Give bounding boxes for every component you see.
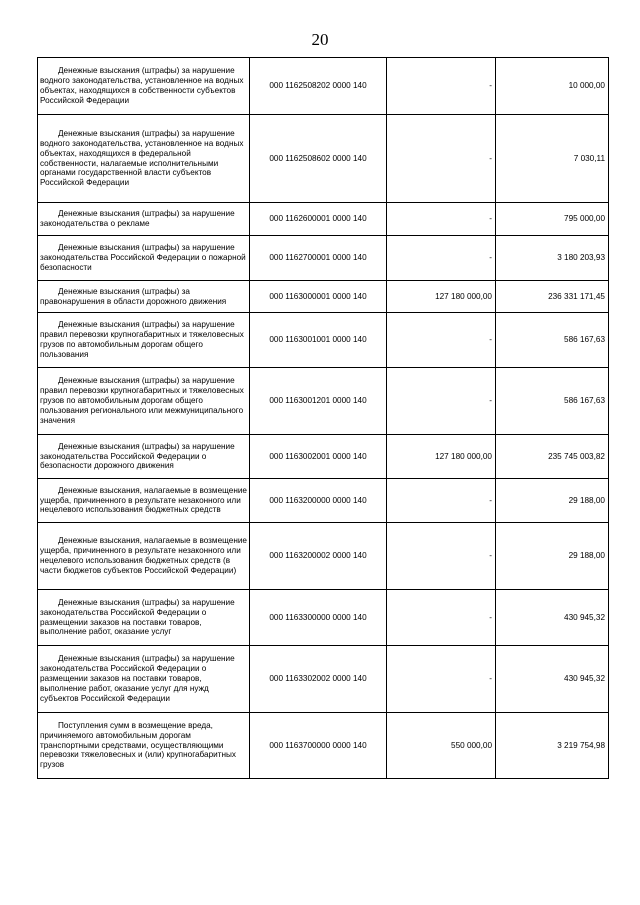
row-name: Денежные взыскания (штрафы) за нарушение правил перевозки крупногабаритных и тяжеловесных грузов по автомобильным дорогам общего пользования [40,320,244,359]
row-code: 000 1163002001 0000 140 [250,435,387,479]
row-code: 000 1163000001 0000 140 [250,281,387,313]
row-fact: 236 331 171,45 [496,281,609,313]
table-row [38,115,609,203]
table-row [38,281,609,313]
row-code: 000 1163001201 0000 140 [250,368,387,435]
table-row [38,713,609,779]
row-fact: 3 219 754,98 [496,713,609,779]
row-name: Денежные взыскания (штрафы) за нарушение законодательства Российской Федерации о пожарной безопасности [40,243,246,272]
row-plan: - [387,368,496,435]
row-plan: - [387,523,496,590]
row-name-cell [38,313,250,368]
row-fact: 430 945,32 [496,590,609,646]
row-fact: 430 945,32 [496,646,609,713]
row-plan: - [387,203,496,236]
table-row [38,368,609,435]
row-code: 000 1162508602 0000 140 [250,115,387,203]
table-row [38,435,609,479]
table-row [38,236,609,281]
row-code: 000 1163200000 0000 140 [250,479,387,523]
row-fact: 3 180 203,93 [496,236,609,281]
row-name-cell [38,713,250,779]
row-code: 000 1163200002 0000 140 [250,523,387,590]
row-name: Денежные взыскания, налагаемые в возмещение ущерба, причиненного в результате незаконного или нецелевого использования бюджетных средств [40,485,247,515]
row-name-cell [38,435,250,479]
row-plan: 550 000,00 [387,713,496,779]
row-name-cell [38,236,250,281]
row-code: 000 1162600001 0000 140 [250,203,387,236]
table-row [38,646,609,713]
row-name: Денежные взыскания (штрафы) за нарушение правил перевозки крупногабаритных и тяжеловесных грузов по автомобильным дорогам общего пользования регионального или межмуниципального значения [40,376,244,425]
row-code: 000 1163001001 0000 140 [250,313,387,368]
row-name: Денежные взыскания (штрафы) за нарушение законодательства о рекламе [40,209,235,228]
row-name-cell [38,281,250,313]
row-plan: - [387,115,496,203]
row-name-cell [38,479,250,523]
row-plan: 127 180 000,00 [387,281,496,313]
row-name: Денежные взыскания, налагаемые в возмещение ущерба, причиненного в результате незаконного или нецелевого использования бюджетных средств (в части бюджетов субъектов Российской Федерации) [40,536,247,575]
table-row [38,590,609,646]
row-plan: - [387,236,496,281]
row-name: Денежные взыскания (штрафы) за нарушение законодательства Российской Федерации о безопасности дорожного движения [40,441,235,471]
table-row [38,58,609,115]
table-body [38,58,609,779]
row-fact: 586 167,63 [496,368,609,435]
row-name: Денежные взыскания (штрафы) за нарушение водного законодательства, установленное на водных объектах, находящихся в собственности субъектов Российской Федерации [40,66,244,105]
row-code: 000 1163300000 0000 140 [250,590,387,646]
row-code: 000 1162700001 0000 140 [250,236,387,281]
row-code: 000 1162508202 0000 140 [250,58,387,115]
row-name-cell [38,58,250,115]
row-plan: - [387,313,496,368]
table-row [38,203,609,236]
revenue-table [37,57,609,779]
table-row [38,479,609,523]
row-fact: 235 745 003,82 [496,435,609,479]
row-code: 000 1163302002 0000 140 [250,646,387,713]
row-name: Денежные взыскания (штрафы) за нарушение водного законодательства, установленное на водных объектах, находящихся в федеральной собственности, налагаемые исполнительными органами государственной власти субъектов Российской Федерации [40,128,244,188]
row-code: 000 1163700000 0000 140 [250,713,387,779]
row-fact: 29 188,00 [496,523,609,590]
table-row [38,523,609,590]
row-name-cell [38,590,250,646]
row-plan: - [387,590,496,646]
row-name-cell [38,203,250,236]
page-number: 20 [311,30,329,49]
row-fact: 7 030,11 [496,115,609,203]
row-fact: 10 000,00 [496,58,609,115]
row-plan: - [387,58,496,115]
row-name: Поступления сумм в возмещение вреда, причиняемого автомобильным дорогам транспортными средствами, осуществляющими перевозки тяжеловесных и (или) крупногабаритных грузов [40,720,236,770]
table-row [38,313,609,368]
row-plan: 127 180 000,00 [387,435,496,479]
row-name: Денежные взыскания (штрафы) за правонарушения в области дорожного движения [40,286,227,306]
row-name-cell [38,368,250,435]
row-fact: 586 167,63 [496,313,609,368]
row-plan: - [387,646,496,713]
row-name-cell [38,523,250,590]
row-plan: - [387,479,496,523]
row-fact: 29 188,00 [496,479,609,523]
row-name: Денежные взыскания (штрафы) за нарушение законодательства Российской Федерации о размещении заказов на поставки товаров, выполнение работ, оказание услуг [40,597,235,637]
row-fact: 795 000,00 [496,203,609,236]
row-name-cell [38,115,250,203]
row-name-cell [38,646,250,713]
row-name: Денежные взыскания (штрафы) за нарушение законодательства Российской Федерации о размещении заказов на поставки товаров, выполнение работ, оказание услуг для нужд субъектов Российской Федерации [40,654,235,703]
